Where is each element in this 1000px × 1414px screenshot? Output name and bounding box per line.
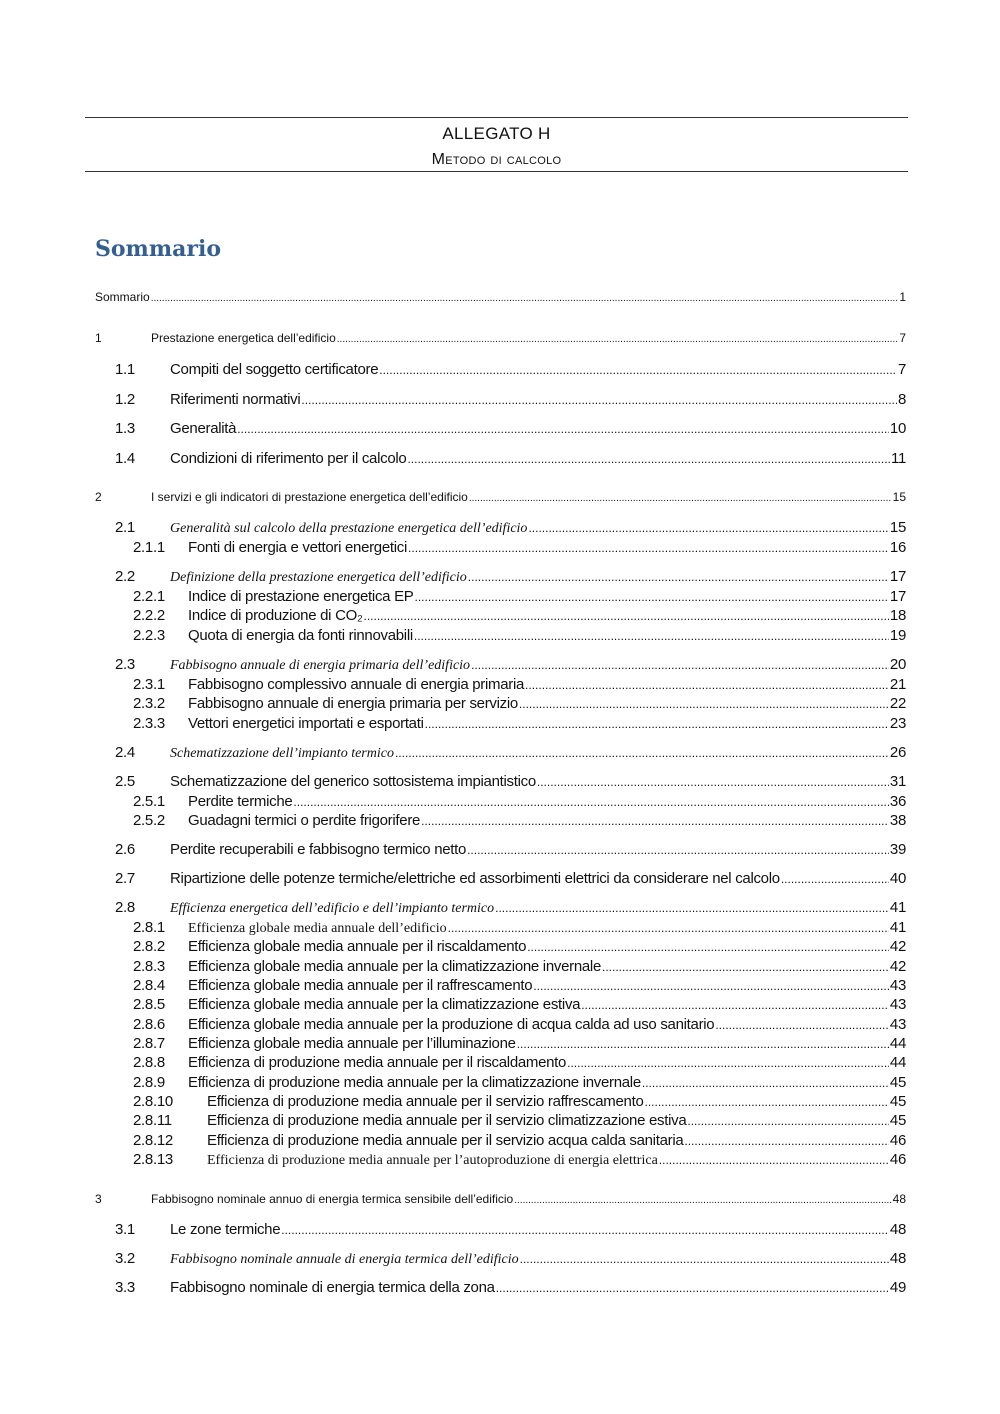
- toc-entry-page-number: 40: [889, 870, 906, 887]
- toc-entry-number: 1.3: [115, 420, 135, 437]
- document-title: ALLEGATO H: [442, 124, 551, 143]
- toc-entry[interactable]: [133, 1132, 906, 1149]
- toc-entry-title: Fabbisogno nominale annuale di energia termica dell’edificio: [170, 1252, 519, 1267]
- toc-entry-page-number: 15: [892, 490, 906, 504]
- dot-leader: [151, 293, 899, 304]
- toc-entry-page-number: 43: [889, 1016, 906, 1033]
- toc-entry-title: Vettori energetici importati e esportati: [188, 715, 424, 732]
- toc-entry-title: Efficienza globale media annuale dell’edificio: [188, 921, 447, 936]
- toc-entry-page-number: 44: [889, 1035, 906, 1052]
- toc-entry[interactable]: [133, 958, 906, 975]
- dot-leader: [448, 921, 889, 935]
- dot-leader: [337, 334, 899, 345]
- toc-entry[interactable]: [133, 977, 906, 994]
- dot-leader: [421, 814, 889, 828]
- toc-entry[interactable]: [133, 695, 906, 712]
- toc-heading: Sommario: [95, 236, 221, 262]
- toc-entry-title: Condizioni di riferimento per il calcolo: [170, 450, 407, 467]
- toc-entry-page-number: 46: [889, 1151, 906, 1168]
- toc-entry-number: 2.2.2: [133, 607, 165, 624]
- toc-entry-title: Le zone termiche: [170, 1221, 281, 1238]
- dot-leader: [528, 521, 888, 535]
- toc-entry-number: 2.8.12: [133, 1132, 173, 1149]
- toc-entry[interactable]: [133, 1035, 906, 1052]
- toc-entry[interactable]: [133, 793, 906, 810]
- toc-entry-page-number: 36: [889, 793, 906, 810]
- toc-entry-number: 2.6: [115, 841, 135, 858]
- toc-entry-number: 2.8.9: [133, 1074, 165, 1091]
- toc-entry-number: 2.5.1: [133, 793, 165, 810]
- toc-entry-page-number: 48: [889, 1250, 906, 1267]
- dot-leader: [237, 422, 889, 436]
- toc-entry[interactable]: [133, 1151, 906, 1169]
- toc-entry[interactable]: [133, 1112, 906, 1129]
- toc-entry-number: 2.2.1: [133, 588, 165, 605]
- toc-entry-page-number: 11: [891, 450, 906, 467]
- toc-entry-page-number: 43: [889, 996, 906, 1013]
- toc-entry[interactable]: [115, 899, 906, 917]
- toc-entry-title: Ripartizione delle potenze termiche/elettriche ed assorbimenti elettrici da considerare nel calcolo: [170, 870, 780, 887]
- toc-entry-page-number: 41: [889, 919, 906, 936]
- toc-entry-title: Fabbisogno nominale di energia termica della zona: [170, 1279, 495, 1296]
- toc-entry[interactable]: [133, 938, 906, 955]
- toc-entry-number: 2.5: [115, 773, 135, 790]
- toc-entry-title: Riferimenti normativi: [170, 391, 301, 408]
- toc-entry-title: Indice di produzione di CO₂: [188, 607, 363, 624]
- toc-entry-page-number: 20: [889, 656, 906, 673]
- toc-entry-number: 2.8.13: [133, 1151, 173, 1168]
- dot-leader: [715, 1018, 889, 1032]
- toc-entry[interactable]: [115, 773, 906, 790]
- toc-entry-title: Perdite termiche: [188, 793, 293, 810]
- toc-entry-page-number: 45: [889, 1093, 906, 1110]
- toc-entry-title: Schematizzazione del generico sottosistema impiantistico: [170, 773, 536, 790]
- dot-leader: [407, 452, 890, 466]
- toc-entry-number: 2.2.3: [133, 627, 165, 644]
- dot-leader: [514, 1195, 891, 1206]
- toc-entry-title: Efficienza globale media annuale per la climatizzazione estiva: [188, 996, 581, 1013]
- toc-entry-title: Fabbisogno annuale di energia primaria per servizio: [188, 695, 518, 712]
- dot-leader: [364, 609, 889, 623]
- dot-leader: [379, 363, 897, 377]
- toc-entry[interactable]: [133, 607, 906, 624]
- toc-entry[interactable]: [115, 1250, 906, 1268]
- toc-entry-number: 2.4: [115, 744, 135, 761]
- toc-entry-title: Guadagni termici o perdite frigorifere: [188, 812, 421, 829]
- toc-entry-number: 1: [95, 331, 102, 345]
- toc-entry[interactable]: [115, 1279, 906, 1296]
- toc-entry-number: 2.2: [115, 568, 135, 585]
- toc-entry[interactable]: [115, 841, 906, 858]
- toc-entry-number: 2.8.7: [133, 1035, 165, 1052]
- toc-entry[interactable]: [133, 1054, 906, 1071]
- toc-entry-number: 2.1.1: [133, 539, 165, 556]
- toc-entry-title: Efficienza di produzione media annuale per il riscaldamento: [188, 1054, 567, 1071]
- dot-leader: [414, 629, 889, 643]
- dot-leader: [467, 843, 889, 857]
- toc-entry-number: 2.8.5: [133, 996, 165, 1013]
- toc-entry-page-number: 38: [889, 812, 906, 829]
- toc-entry-title: Efficienza di produzione media annuale per la climatizzazione invernale: [188, 1074, 641, 1091]
- toc-entry-page-number: 42: [889, 958, 906, 975]
- toc-entry-number: 2.7: [115, 870, 135, 887]
- toc-entry-page-number: 48: [889, 1221, 906, 1238]
- toc-entry-page-number: 45: [889, 1112, 906, 1129]
- dot-leader: [527, 940, 889, 954]
- dot-leader: [469, 493, 892, 504]
- dot-leader: [301, 393, 897, 407]
- toc-entry-title: Indice di prestazione energetica EP: [188, 588, 414, 605]
- toc-entry[interactable]: [133, 812, 906, 829]
- dot-leader: [408, 541, 889, 555]
- toc-entry-title: Fabbisogno nominale annuo di energia termica sensibile dell’edificio: [151, 1192, 514, 1206]
- toc-entry-page-number: 22: [889, 695, 906, 712]
- toc-entry-page-number: 8: [897, 391, 906, 408]
- toc-entry[interactable]: [133, 715, 906, 732]
- dot-leader: [395, 746, 889, 760]
- toc-entry-number: 1.4: [115, 450, 135, 467]
- toc-entry-title: Fonti di energia e vettori energetici: [188, 539, 408, 556]
- toc-entry-title: Efficienza globale media annuale per l’illuminazione: [188, 1035, 516, 1052]
- dot-leader: [781, 872, 889, 886]
- toc-entry-number: 2.8: [115, 899, 135, 916]
- toc-entry[interactable]: [115, 519, 906, 537]
- toc-entry-title: Prestazione energetica dell’edificio: [151, 331, 336, 345]
- toc-entry-page-number: 48: [892, 1192, 906, 1206]
- toc-entry[interactable]: [133, 588, 906, 605]
- toc-entry-title: Schematizzazione dell’impianto termico: [170, 746, 394, 761]
- toc-entry[interactable]: [95, 1192, 906, 1206]
- toc-entry-number: 2.1: [115, 519, 135, 536]
- toc-entry-title: Fabbisogno annuale di energia primaria dell’edificio: [170, 658, 471, 673]
- dot-leader: [602, 960, 889, 974]
- toc-entry-number: 3: [95, 1192, 102, 1206]
- toc-entry-page-number: 39: [889, 841, 906, 858]
- toc-entry-title: Sommario: [95, 290, 150, 304]
- toc-entry-page-number: 42: [889, 938, 906, 955]
- toc-entry-title: Efficienza globale media annuale per la climatizzazione invernale: [188, 958, 601, 975]
- toc-entry-page-number: 46: [889, 1132, 906, 1149]
- dot-leader: [495, 901, 889, 915]
- toc-entry-title: Quota di energia da fonti rinnovabili: [188, 627, 413, 644]
- toc-entry-page-number: 44: [889, 1054, 906, 1071]
- dot-leader: [687, 1114, 889, 1128]
- toc-entry-number: 2.3.1: [133, 676, 165, 693]
- dot-leader: [281, 1223, 889, 1237]
- toc-entry-number: 2.8.11: [133, 1112, 172, 1129]
- toc-entry[interactable]: [133, 1074, 906, 1091]
- toc-entry-number: 2.8.3: [133, 958, 165, 975]
- dot-leader: [525, 678, 889, 692]
- toc-entry-number: 2.3.3: [133, 715, 165, 732]
- toc-entry[interactable]: [133, 996, 906, 1013]
- toc-entry-number: 2.8.6: [133, 1016, 165, 1033]
- dot-leader: [520, 1252, 889, 1266]
- dot-leader: [519, 697, 889, 711]
- toc-entry-page-number: 41: [889, 899, 906, 916]
- toc-entry-number: 2.5.2: [133, 812, 165, 829]
- toc-entry-number: 1.1: [115, 361, 135, 378]
- toc-entry-title: Generalità sul calcolo della prestazione energetica dell’edificio: [170, 521, 528, 536]
- dot-leader: [659, 1153, 889, 1167]
- toc-entry-page-number: 7: [899, 331, 906, 345]
- toc-entry[interactable]: [133, 1016, 906, 1033]
- toc-entry[interactable]: [133, 627, 906, 644]
- toc-entry-title: Efficienza di produzione media annuale per il servizio climatizzazione estiva: [207, 1112, 687, 1129]
- dot-leader: [533, 979, 889, 993]
- toc-entry-page-number: 45: [889, 1074, 906, 1091]
- dot-leader: [471, 658, 889, 672]
- toc-entry-number: 3.3: [115, 1279, 135, 1296]
- toc-entry-page-number: 21: [889, 676, 906, 693]
- toc-entry-page-number: 18: [889, 607, 906, 624]
- toc-entry-number: 3.1: [115, 1221, 135, 1238]
- toc-entry-page-number: 17: [889, 568, 906, 585]
- toc-entry[interactable]: [95, 290, 906, 304]
- toc-entry-page-number: 23: [889, 715, 906, 732]
- toc-entry[interactable]: [115, 656, 906, 674]
- toc-entry-number: 2.8.2: [133, 938, 165, 955]
- toc-entry-number: 2.8.8: [133, 1054, 165, 1071]
- toc-entry-page-number: 31: [889, 773, 906, 790]
- toc-entry[interactable]: [115, 420, 906, 437]
- toc-entry[interactable]: [115, 391, 906, 408]
- dot-leader: [567, 1056, 889, 1070]
- toc-entry-number: 2.8.1: [133, 919, 165, 936]
- dot-leader: [537, 775, 889, 789]
- toc-entry-page-number: 49: [889, 1279, 906, 1296]
- toc-entry-page-number: 19: [889, 627, 906, 644]
- toc-entry-title: Efficienza globale media annuale per il raffrescamento: [188, 977, 533, 994]
- toc-entry-title: I servizi e gli indicatori di prestazione energetica dell’edificio: [151, 490, 468, 504]
- toc-entry-page-number: 15: [889, 519, 906, 536]
- toc-entry-page-number: 26: [889, 744, 906, 761]
- toc-entry-title: Perdite recuperabili e fabbisogno termico netto: [170, 841, 467, 858]
- toc-entry-page-number: 7: [897, 361, 906, 378]
- toc-entry-page-number: 1: [899, 290, 906, 304]
- toc-entry[interactable]: [133, 676, 906, 693]
- toc-entry-page-number: 17: [889, 588, 906, 605]
- dot-leader: [684, 1134, 889, 1148]
- dot-leader: [645, 1095, 889, 1109]
- toc-entry[interactable]: [115, 361, 906, 378]
- dot-leader: [468, 570, 889, 584]
- toc-entry-page-number: 43: [889, 977, 906, 994]
- dot-leader: [425, 717, 889, 731]
- toc-entry-title: Efficienza di produzione media annuale per il servizio acqua calda sanitaria: [207, 1132, 684, 1149]
- document-subtitle: Metodo di calcolo: [431, 151, 562, 168]
- toc-entry[interactable]: [133, 1093, 906, 1110]
- toc-entry-title: Generalità: [170, 420, 237, 437]
- toc-entry-title: Efficienza energetica dell’edificio e dell’impianto termico: [170, 901, 495, 916]
- toc-entry[interactable]: [115, 568, 906, 586]
- toc-entry-number: 2.8.4: [133, 977, 165, 994]
- dot-leader: [517, 1037, 889, 1051]
- toc-entry-number: 1.2: [115, 391, 135, 408]
- dot-leader: [496, 1281, 889, 1295]
- toc-entry[interactable]: [115, 1221, 906, 1238]
- toc-entry[interactable]: [95, 490, 906, 504]
- toc-entry-page-number: 10: [889, 420, 906, 437]
- toc-entry-title: Efficienza globale media annuale per il riscaldamento: [188, 938, 527, 955]
- toc-entry-number: 2.8.10: [133, 1093, 173, 1110]
- toc-entry-number: 2.3: [115, 656, 135, 673]
- toc-entry[interactable]: [95, 331, 906, 345]
- toc-entry-title: Efficienza di produzione media annuale per l’autoproduzione di energia elettrica: [207, 1153, 658, 1168]
- dot-leader: [293, 795, 888, 809]
- dot-leader: [642, 1076, 889, 1090]
- toc-entry[interactable]: [133, 539, 906, 556]
- toc-entry-number: 3.2: [115, 1250, 135, 1267]
- toc-entry-title: Efficienza di produzione media annuale per il servizio raffrescamento: [207, 1093, 644, 1110]
- toc-entry[interactable]: [133, 919, 906, 937]
- toc-entry-number: 2.3.2: [133, 695, 165, 712]
- toc-entry[interactable]: [115, 744, 906, 762]
- toc-entry[interactable]: [115, 450, 906, 467]
- toc-entry-page-number: 16: [889, 539, 906, 556]
- toc-entry-title: Compiti del soggetto certificatore: [170, 361, 379, 378]
- toc-entry-number: 2: [95, 490, 102, 504]
- toc-entry-title: Fabbisogno complessivo annuale di energia primaria: [188, 676, 525, 693]
- dot-leader: [581, 998, 889, 1012]
- toc-entry-title: Definizione della prestazione energetica dell’edificio: [170, 570, 467, 585]
- toc-entry-title: Efficienza globale media annuale per la produzione di acqua calda ad uso sanitario: [188, 1016, 715, 1033]
- dot-leader: [414, 590, 888, 604]
- toc-entry[interactable]: [115, 870, 906, 887]
